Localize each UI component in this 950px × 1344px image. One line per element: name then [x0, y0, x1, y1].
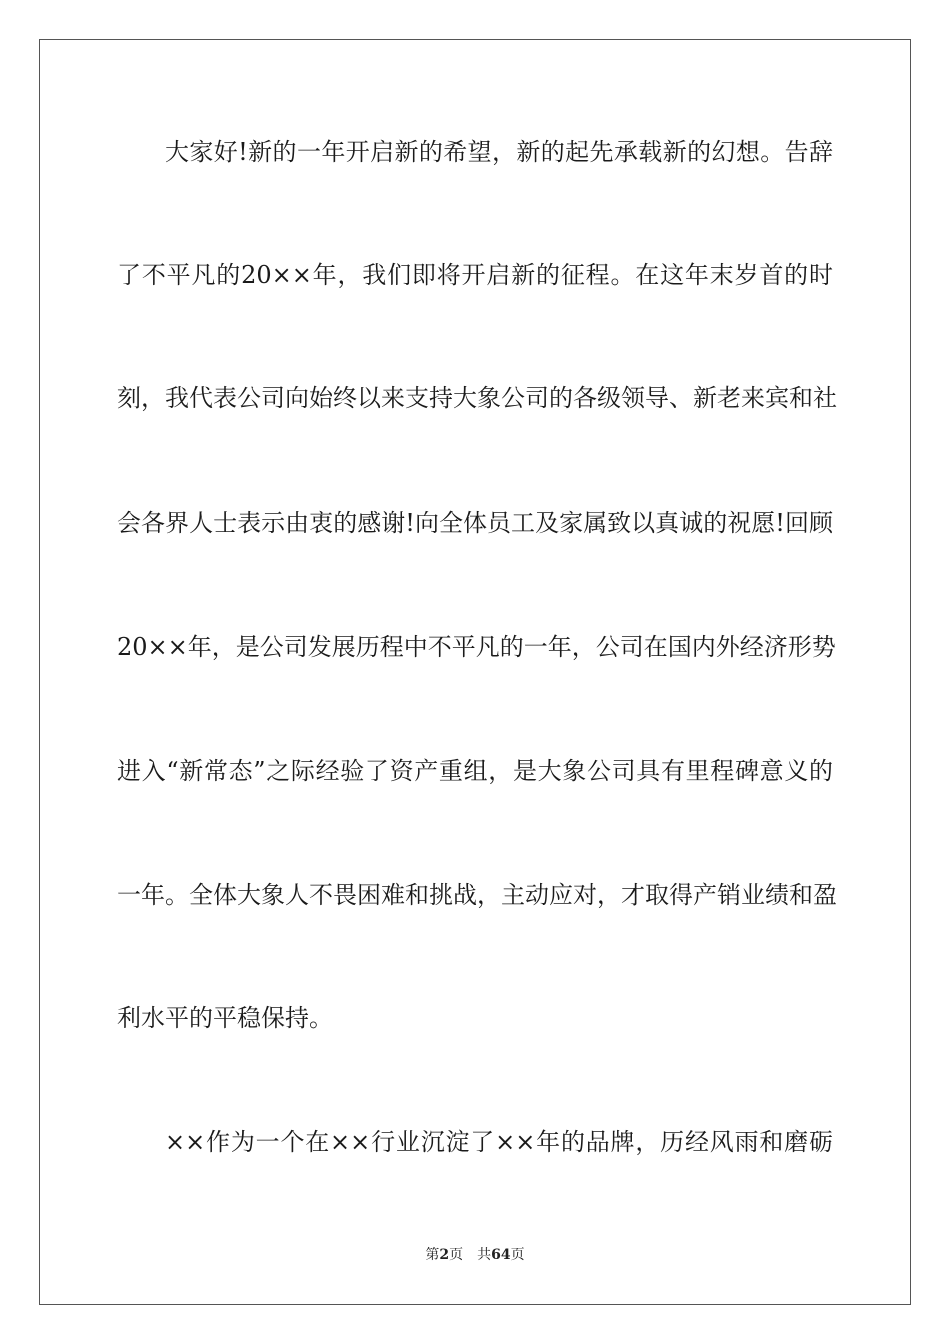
footer-page-suffix: 页 [449, 1247, 464, 1263]
footer-total-prefix: 共 [477, 1247, 492, 1263]
paragraph-1-line-7: 一年。全体大象人不畏困难和挑战，主动应对，才取得产销业绩和盈 [117, 881, 837, 909]
page-frame [39, 39, 911, 1305]
paragraph-1-line-8: 利水平的平稳保持。 [117, 1004, 333, 1032]
paragraph-2-line-1: ××作为一个在××行业沉淀了××年的品牌，历经风雨和磨砺 [165, 1128, 833, 1156]
paragraph-1-line-5: 20××年，是公司发展历程中不平凡的一年，公司在国内外经济形势 [117, 633, 836, 661]
footer-page-prefix: 第 [425, 1247, 440, 1263]
paragraph-1-line-1: 大家好!新的一年开启新的希望，新的起先承载新的幻想。告辞 [165, 138, 833, 166]
paragraph-1-line-3: 刻，我代表公司向始终以来支持大象公司的各级领导、新老来宾和社 [117, 384, 837, 412]
footer-total-suffix: 页 [510, 1247, 525, 1263]
paragraph-1-line-6: 进入“新常态”之际经验了资产重组，是大象公司具有里程碑意义的 [117, 757, 833, 785]
page-footer [0, 1245, 950, 1265]
footer-page-number: 2 [439, 1247, 450, 1263]
paragraph-1-line-2: 了不平凡的20××年，我们即将开启新的征程。在这年末岁首的时 [117, 261, 833, 289]
paragraph-1-line-4: 会各界人士表示由衷的感谢!向全体员工及家属致以真诚的祝愿!回顾 [117, 509, 833, 537]
footer-total-pages: 64 [491, 1247, 511, 1263]
